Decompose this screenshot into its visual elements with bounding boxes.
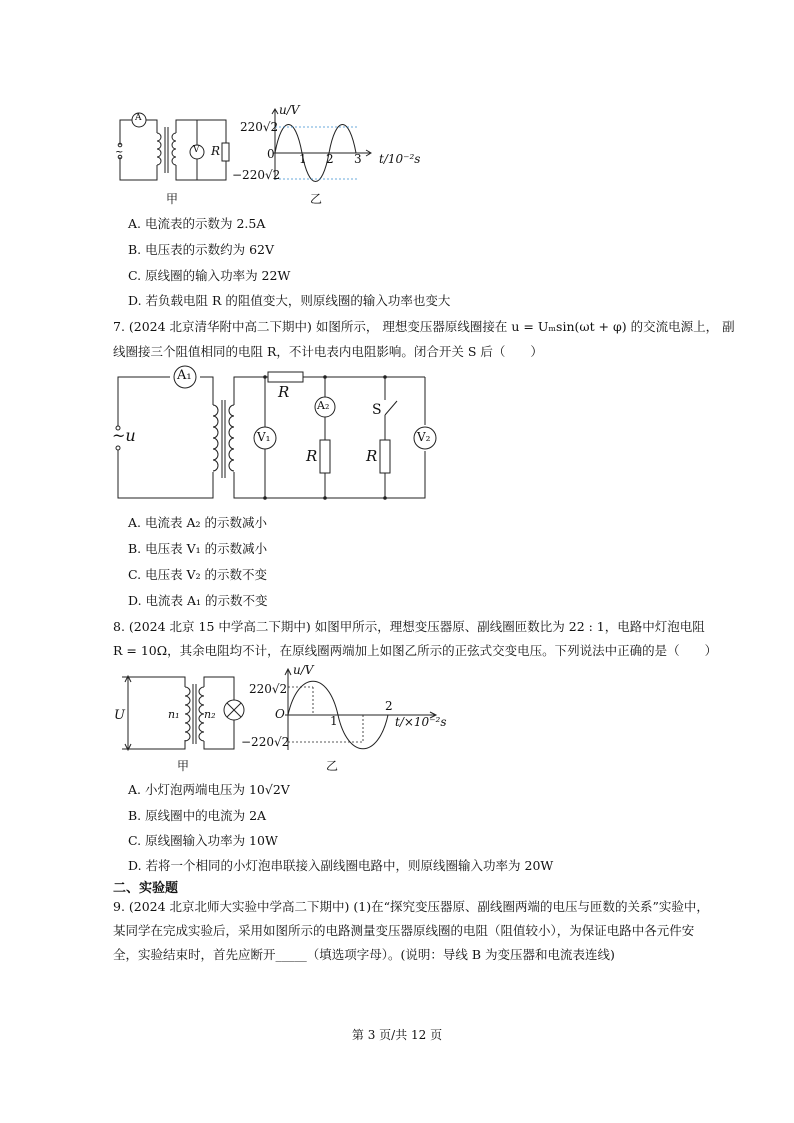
q9-stem-line2: 某同学在完成实验后，采用如图所示的电路测量变压器原线圈的电阻（阻值较小），为保证电路中各元件安: [113, 923, 695, 938]
q6-option-b: B. 电压表的示数约为 62V: [128, 242, 275, 257]
q8-voltage-graph: [270, 665, 440, 755]
q8-stem-line2: R = 10Ω，其余电阻均不计，在原线圈两端加上如图乙所示的正弦式交变电压。下列说法中正确的是（ ）: [113, 643, 718, 658]
q7-source-label: ~u: [112, 426, 136, 445]
q8-x-axis-label: t/×10⁻²s: [395, 715, 447, 729]
q8-tick-2: 2: [385, 699, 393, 713]
q6-fig-jia: 甲: [166, 192, 179, 206]
q8-tick-1: 1: [330, 714, 338, 728]
q6-tick-3: 3: [354, 152, 362, 166]
q7-r-top-label: R: [278, 383, 290, 401]
q7-option-b: B. 电压表 V₁ 的示数减小: [128, 541, 268, 556]
q6-circuit-figure: [105, 105, 245, 185]
q7-r-right-label: R: [366, 447, 378, 465]
q6-resistor-label: R: [211, 144, 221, 158]
q8-option-b: B. 原线圈中的电流为 2A: [128, 808, 267, 823]
q9-stem-line1: 9. (2024 北京北师大实验中学高二下期中) (1)在“探究变压器原、副线圈两端的电压与匝数的关系”实验中，: [113, 899, 709, 914]
q8-fig-jia: 甲: [177, 759, 190, 773]
section-heading: 二、实验题: [113, 881, 179, 896]
q7-a2-label: A₂: [317, 399, 330, 412]
q7-a1-label: A₁: [177, 368, 192, 383]
q6-fig-yi: 乙: [310, 192, 323, 206]
q7-circuit-figure: [110, 360, 440, 505]
q7-v2-label: V₂: [417, 430, 431, 444]
q6-origin: 0: [267, 147, 275, 161]
q6-y-axis-label: u/V: [279, 103, 300, 117]
q7-stem-line1: 7. (2024 北京清华附中高二下期中) 如图所示， 理想变压器原线圈接在 u = Uₘsin(ωt + φ) 的交流电源上， 副: [113, 319, 735, 334]
q6-option-a: A. 电流表的示数为 2.5A: [128, 216, 266, 231]
q6-voltage-graph: [265, 105, 375, 185]
q7-r-mid-label: R: [306, 447, 318, 465]
q8-n1-label: n₁: [168, 708, 180, 721]
q8-stem-line1: 8. (2024 北京 15 中学高二下期中) 如图甲所示，理想变压器原、副线圈匝数比为 22 : 1，电路中灯泡电阻: [113, 619, 705, 634]
q8-y-bottom: −220√2: [241, 735, 290, 749]
q6-ammeter-label: A: [135, 113, 142, 123]
q8-circuit-figure: [110, 672, 250, 757]
q7-v1-label: V₁: [257, 430, 271, 444]
q7-option-a: A. 电流表 A₂ 的示数减小: [128, 515, 267, 530]
q8-fig-yi: 乙: [326, 759, 339, 773]
q8-u-label: U: [114, 708, 125, 723]
q7-option-c: C. 电压表 V₂ 的示数不变: [128, 567, 268, 582]
q6-x-axis-label: t/10⁻²s: [379, 152, 421, 166]
q8-n2-label: n₂: [204, 708, 216, 721]
q6-option-d: D. 若负载电阻 R 的阻值变大，则原线圈的输入功率也变大: [128, 293, 451, 308]
q6-option-c: C. 原线圈的输入功率为 22W: [128, 268, 291, 283]
q8-origin: O: [275, 707, 285, 721]
page-footer: 第 3 页/共 12 页: [351, 1028, 443, 1042]
q6-voltmeter-label: V: [193, 145, 200, 155]
q8-option-a: A. 小灯泡两端电压为 10√2V: [128, 782, 290, 797]
q6-tick-2: 2: [326, 152, 334, 166]
q7-option-d: D. 电流表 A₁ 的示数不变: [128, 593, 268, 608]
svg-text:~: ~: [115, 147, 124, 158]
q8-option-d: D. 若将一个相同的小灯泡串联接入副线圈电路中，则原线圈输入功率为 20W: [128, 858, 554, 873]
q8-option-c: C. 原线圈输入功率为 10W: [128, 833, 278, 848]
q6-y-top: 220√2: [240, 120, 279, 134]
q7-switch-label: S: [372, 402, 382, 418]
q8-y-top: 220√2: [249, 682, 288, 696]
q7-stem-line2: 线圈接三个阻值相同的电阻 R，不计电表内电阻影响。闭合开关 S 后（ ）: [113, 344, 543, 359]
q6-y-bottom: −220√2: [232, 168, 281, 182]
q6-tick-1: 1: [299, 152, 307, 166]
q9-stem-line3: 全，实验结束时，首先应断开_____（填选项字母）。(说明：导线 B 为变压器和电流表连线): [113, 947, 615, 962]
q8-y-axis-label: u/V: [293, 663, 314, 677]
